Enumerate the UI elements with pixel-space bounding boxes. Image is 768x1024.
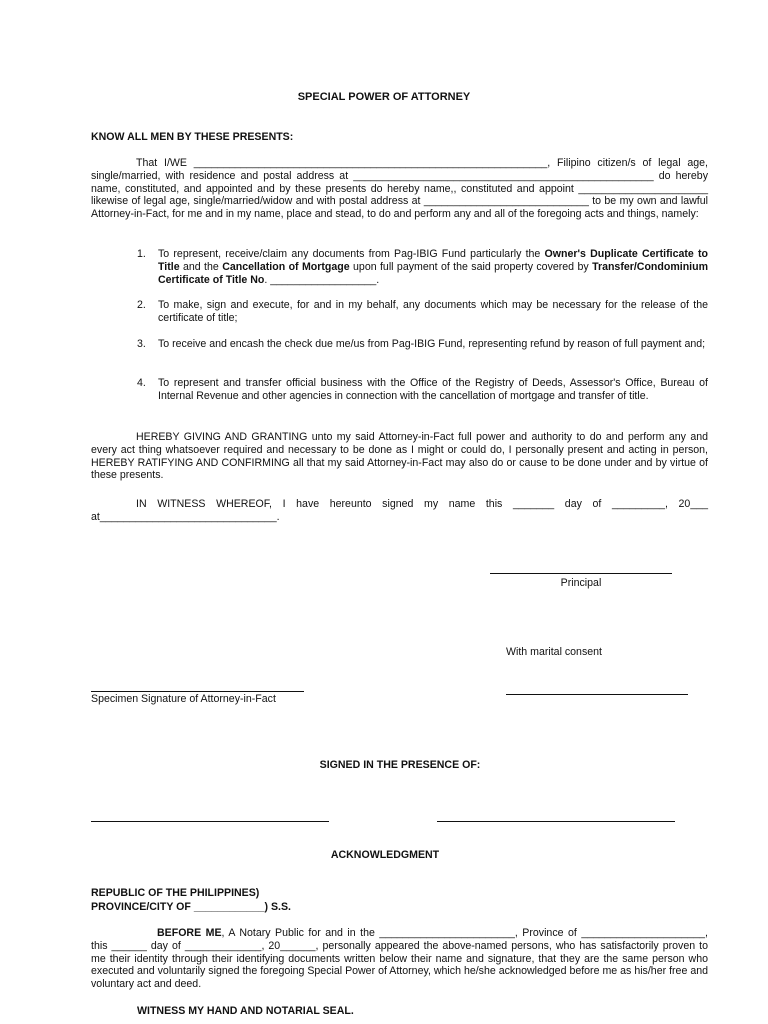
principal-signature-line — [490, 573, 672, 574]
before-me-paragraph: BEFORE ME, A Notary Public for and in the _______________________, Province of _____________________, this ______ day of _____________, 20______, personally appeared the above-named persons, who has satisfactorily proven to me their identity through their identifying documents written below their name and signature, that they are the same person who executed and voluntarily signed the foregoing Special Power of Attorney, which he/she acknowledged before me as his/her free and voluntary act and deed. — [91, 927, 708, 991]
principal-label: Principal — [560, 577, 602, 589]
witness-signature-line-1 — [91, 821, 329, 822]
marital-consent-label: With marital consent — [506, 646, 602, 658]
know-all-men-heading: KNOW ALL MEN BY THESE PRESENTS: — [91, 131, 294, 143]
granting-paragraph: HEREBY GIVING AND GRANTING unto my said Attorney-in-Fact full power and authority to do and perform any and every act thing whatsoever required and necessary to be done as I might or could do, I personally present and acting in person, HEREBY RATIFYING AND CONFIRMING all that my said Attorney-in-Fact may also do or cause to be done under and by virtue of these presents. — [91, 431, 708, 482]
list-item-text: To represent, receive/claim any documents from Pag-IBIG Fund particularly the Owner's Duplicate Certificate to Title and the Cancellation of Mortgage upon full payment of the said property covered by Transfer/Condominium Certificate of Title No. __________________. — [158, 248, 709, 286]
list-item-text: To make, sign and execute, for and in my behalf, any documents which may be necessary for the release of the certificate of title; — [158, 299, 708, 324]
list-item — [137, 338, 708, 351]
list-item-text: To receive and encash the check due me/us from Pag-IBIG Fund, representing refund by reason of full payment and; — [158, 338, 706, 350]
document-title: SPECIAL POWER OF ATTORNEY — [297, 91, 471, 103]
list-item — [137, 377, 708, 403]
specimen-signature-line — [91, 691, 304, 692]
republic-line: REPUBLIC OF THE PHILIPPINES) — [91, 887, 260, 899]
witness-paragraph: IN WITNESS WHEREOF, I have hereunto signed my name this _______ day of _________, 20___ at______________________________. — [91, 498, 708, 523]
notarial-seal-line: WITNESS MY HAND AND NOTARIAL SEAL. — [137, 1005, 354, 1017]
witness-signature-line-2 — [437, 821, 675, 822]
spouse-signature-line — [506, 694, 688, 695]
province-line: PROVINCE/CITY OF ____________) S.S. — [91, 901, 292, 913]
presence-heading: SIGNED IN THE PRESENCE OF: — [319, 759, 481, 771]
list-item-number: 1. — [137, 248, 146, 260]
list-item-text: To represent and transfer official business with the Office of the Registry of Deeds, Assessor's Office, Bureau of Internal Revenue and other agencies in connection with the cancellation of mortgage and transfer of title. — [158, 377, 708, 402]
list-item — [137, 248, 708, 286]
list-item-number: 4. — [137, 377, 146, 389]
list-item — [137, 299, 708, 325]
acknowledgment-heading: ACKNOWLEDGMENT — [330, 849, 440, 861]
list-item-number: 3. — [137, 338, 146, 350]
list-item-number: 2. — [137, 299, 146, 311]
specimen-signature-label: Specimen Signature of Attorney-in-Fact — [91, 693, 276, 705]
intro-paragraph: That I/WE ____________________________________________________________, Filipino citizen/s of legal age, single/married, with residence and postal address at ___________________________________________________ do hereby name, constituted, and appointed and by these presents do hereby name,, constituted and appoint ______________________ likewise of legal age, single/married/widow and with postal address at ____________________________ to be my own and lawful Attorney-in-Fact, for me and in my name, place and stead, to do and perform any and all of the foregoing acts and things, namely: — [91, 157, 708, 221]
